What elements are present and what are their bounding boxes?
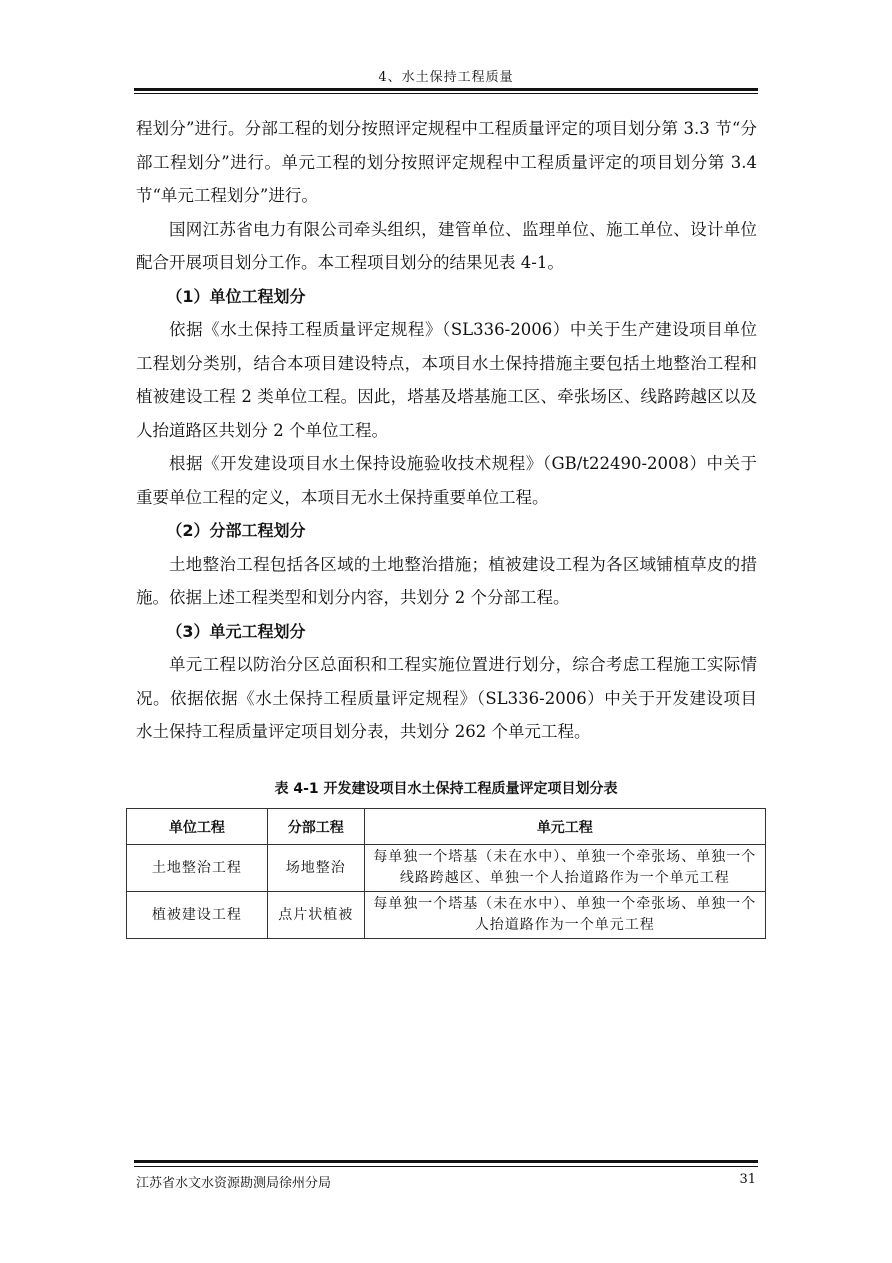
paragraph: 程划分”进行。分部工程的划分按照评定规程中工程质量评定的项目划分第 3.3 节“分部工程划分”进行。单元工程的划分按照评定规程中工程质量评定的项目划分第 3.4 节“单元工程划分”进行。: [136, 119, 757, 205]
table-header-row: [127, 809, 766, 845]
section-heading: （1）单位工程划分: [166, 286, 306, 306]
cell-element: 每单独一个塔基（未在水中）、单独一个牵张场、单独一个人抬道路作为一个单元工程: [364, 892, 765, 939]
cell-unit: 植被建设工程: [127, 892, 268, 939]
paragraph: 国网江苏省电力有限公司牵头组织，建管单位、监理单位、施工单位、设计单位配合开展项目划分工作。本工程项目划分的结果见表 4-1。: [136, 219, 757, 272]
page-number: 31: [739, 1172, 756, 1187]
section-heading: （3）单元工程划分: [166, 621, 306, 641]
paragraph: 单元工程以防治分区总面积和工程实施位置进行划分，综合考虑工程施工实际情况。依据依据《水土保持工程质量评定规程》（SL336-2006）中关于开发建设项目水土保持工程质量评定项目划分表，共划分 262 个单元工程。: [136, 655, 757, 741]
project-division-table: [126, 808, 766, 939]
table-row: [127, 892, 766, 939]
header-rule-thin: [134, 93, 758, 94]
cell-element: 每单独一个塔基（未在水中）、单独一个牵张场、单独一个线路跨越区、单独一个人抬道路作为一个单元工程: [364, 845, 765, 892]
paragraph: 根据《开发建设项目水土保持设施验收技术规程》（GB/t22490-2008）中关于重要单位工程的定义，本项目无水土保持重要单位工程。: [136, 454, 757, 507]
cell-division: 场地整治: [267, 845, 364, 892]
paragraph: 土地整治工程包括各区域的土地整治措施；植被建设工程为各区域铺植草皮的措施。依据上述工程类型和划分内容，共划分 2 个分部工程。: [136, 554, 757, 607]
column-header-element: 单元工程: [364, 809, 765, 845]
column-header-unit: 单位工程: [127, 809, 268, 845]
cell-unit: 土地整治工程: [127, 845, 268, 892]
footer-organization: 江苏省水文水资源勘测局徐州分局: [136, 1176, 332, 1191]
body-text: [136, 112, 757, 749]
footer-rule-thick: [134, 1160, 758, 1163]
table-row: [127, 845, 766, 892]
header-rule-thick: [134, 88, 758, 91]
column-header-division: 分部工程: [267, 809, 364, 845]
cell-division: 点片状植被: [267, 892, 364, 939]
section-heading: （2）分部工程划分: [166, 521, 306, 540]
table-caption: 表 4-1 开发建设项目水土保持工程质量评定项目划分表: [274, 781, 618, 797]
paragraph: 依据《水土保持工程质量评定规程》（SL336-2006）中关于生产建设项目单位工程划分类别，结合本项目建设特点，本项目水土保持措施主要包括土地整治工程和植被建设工程 2 类单位工程。因此，塔基及塔基施工区、牵张场区、线路跨越区以及人抬道路区共划分 2 个单位工程。: [136, 320, 757, 440]
running-header: 4、水土保持工程质量: [378, 70, 514, 85]
footer-rule-thin: [134, 1166, 758, 1167]
